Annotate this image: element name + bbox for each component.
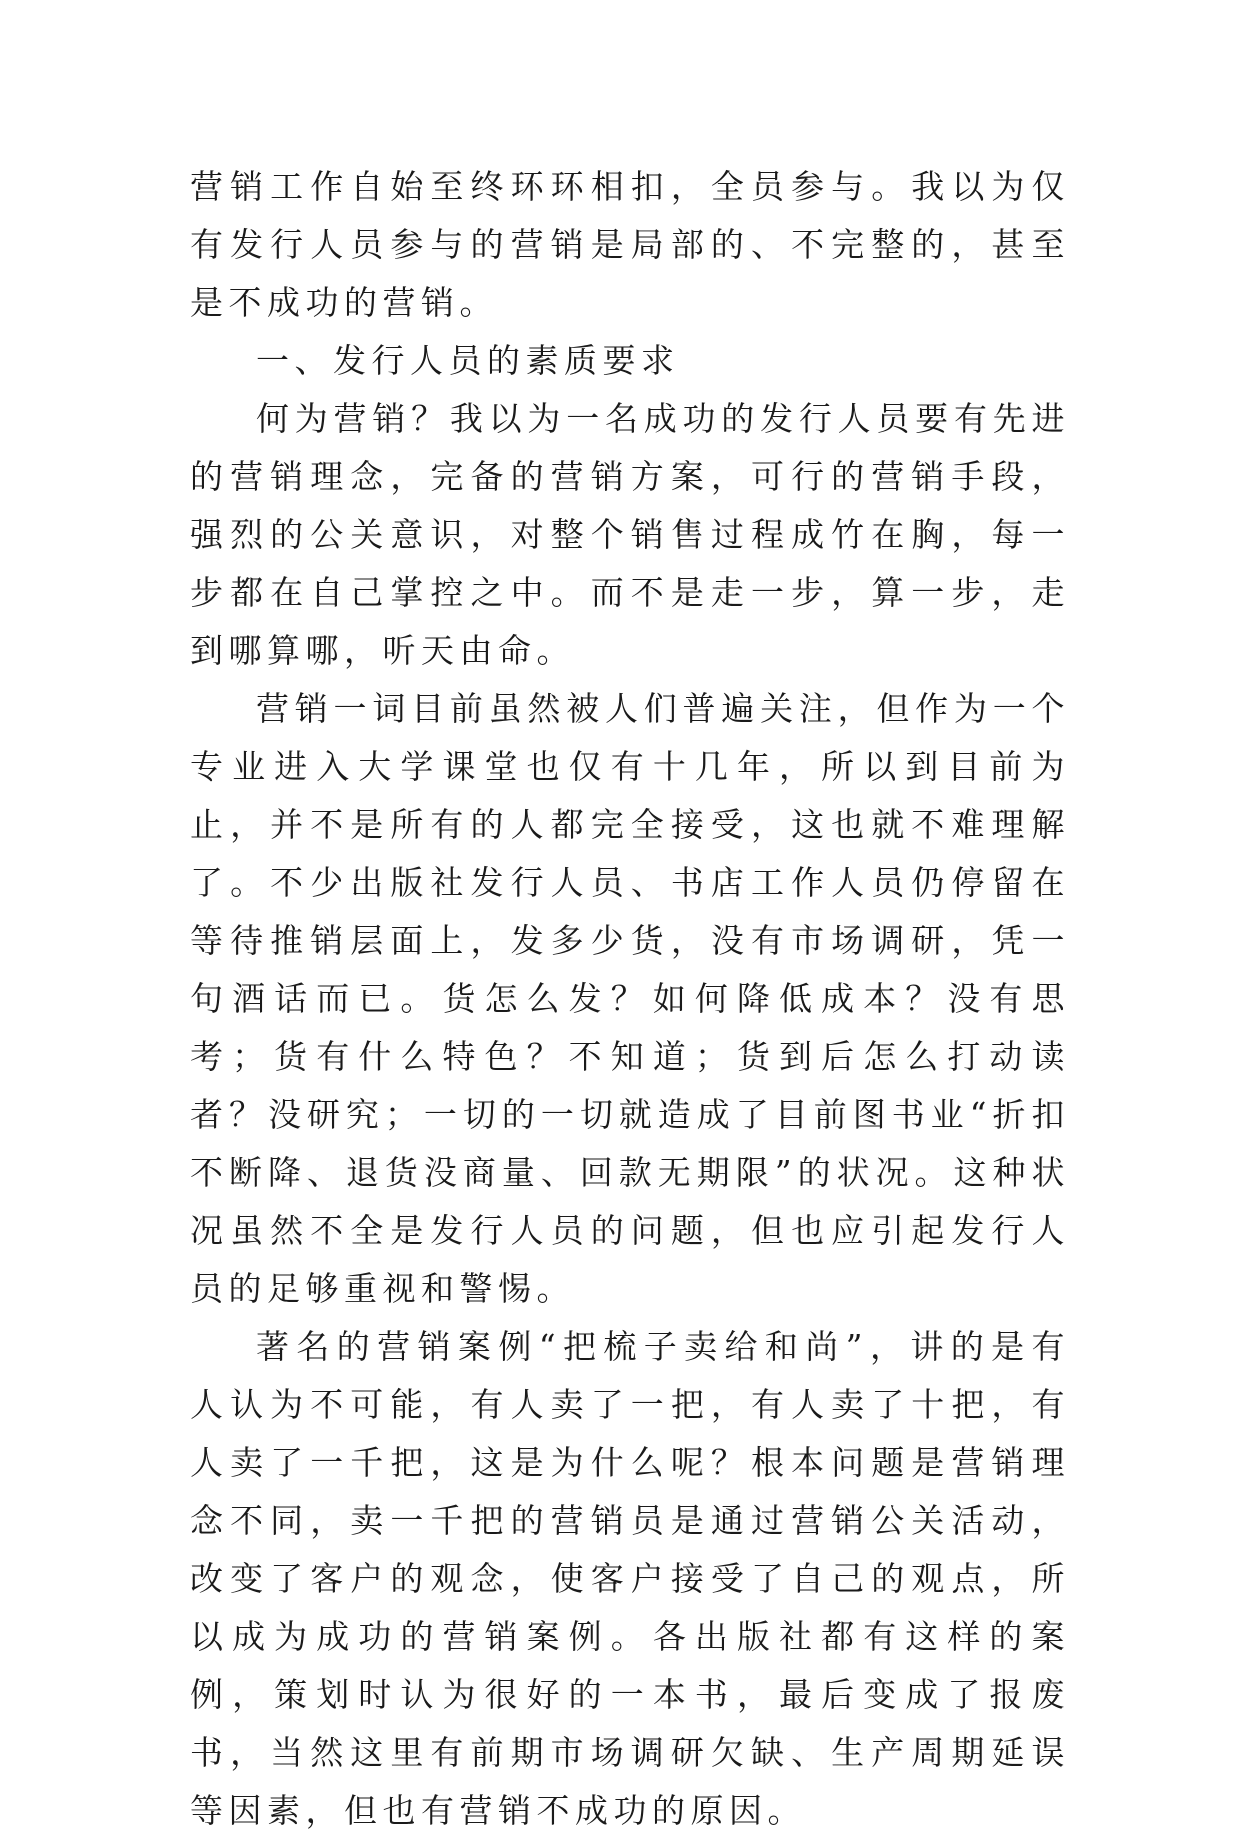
section-heading: 一、发行人员的素质要求 xyxy=(256,341,680,380)
paragraph-what-is-marketing: 何为营销？我以为一名成功的发行人员要有先进的营销理念，完备的营销方案，可行的营销手段，强烈的公关意识，对整个销售过程成竹在胸，每一步都在自己掌控之中。而不是走一步，算一步，走到哪算哪，听天由命。 xyxy=(190,399,1070,670)
paragraph-comb-case: 著名的营销案例“把梳子卖给和尚”，讲的是有人认为不可能，有人卖了一把，有人卖了十把，有人卖了一千把，这是为什么呢？根本问题是营销理念不同，卖一千把的营销员是通过营销公关活动，改变了客户的观念，使客户接受了自己的观点，所以成为成功的营销案例。各出版社都有这样的案例，策划时认为很好的一本书，最后变成了报废书，当然这里有前期市场调研欠缺、生产周期延误等因素，但也有营销不成功的原因。 xyxy=(190,1327,1070,1830)
paragraph-marketing-term: 营销一词目前虽然被人们普遍关注，但作为一个专业进入大学课堂也仅有十几年，所以到目前为止，并不是所有的人都完全接受，这也就不难理解了。不少出版社发行人员、书店工作人员仍停留在等待推销层面上，发多少货，没有市场调研，凭一句酒话而已。货怎么发？如何降低成本？没有思考；货有什么特色？不知道；货到后怎么打动读者？没研究；一切的一切就造成了目前图书业“折扣不断降、退货没商量、回款无期限”的状况。这种状况虽然不全是发行人员的问题，但也应引起发行人员的足够重视和警惕。 xyxy=(190,689,1070,1308)
paragraph-intro: 营销工作自始至终环环相扣，全员参与。我以为仅有发行人员参与的营销是局部的、不完整的，甚至是不成功的营销。 xyxy=(190,167,1070,322)
document-body xyxy=(190,158,1070,1840)
